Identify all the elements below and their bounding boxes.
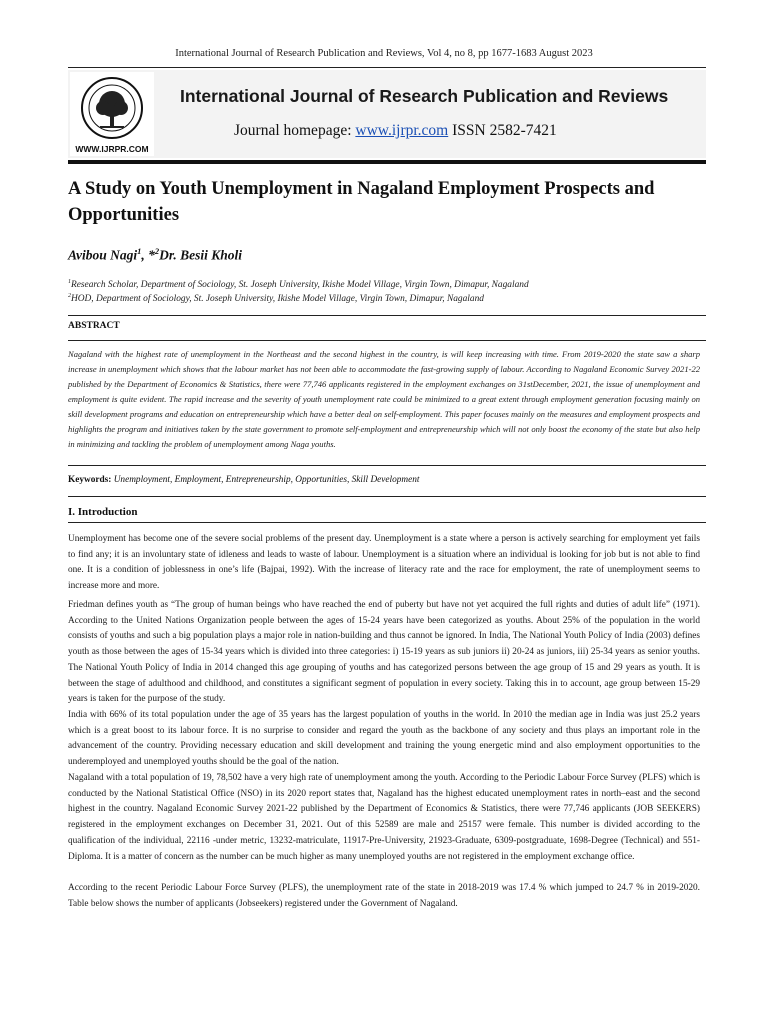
journal-homepage	[234, 122, 557, 140]
running-head: International Journal of Research Publication and Reviews, Vol 4, no 8, pp 1677-1683 August 2023	[175, 48, 593, 59]
intro-paragraph-3: India with 66% of its total population under the age of 35 years has the largest population of youths in the world. In 2010 the median age in India was just 25.2 years which is a great boost to its labour force. It is no surprise to consider and regard the youth as the backbone of any society and thus plays an important role in the advancement of the country. Providing necessary education and skill development and training the young energetic mind and also employment opportunities to the underemployed and unemployed youths should be the goal of the nation.	[68, 710, 700, 768]
header-rule	[68, 67, 706, 68]
keywords-text: Unemployment, Employment, Entrepreneurship, Opportunities, Skill Development	[113, 475, 420, 485]
abstract-heading-rule	[68, 340, 706, 341]
section-heading-introduction: I. Introduction	[68, 506, 138, 518]
author-line	[68, 246, 242, 264]
abstract-heading: ABSTRACT	[68, 321, 120, 331]
author-1-sup: 1	[137, 246, 142, 256]
paper-title: A Study on Youth Unemployment in Nagaland Employment Prospects and Opportunities	[68, 179, 655, 225]
affiliation-2	[68, 293, 484, 304]
abstract-top-rule	[68, 315, 706, 316]
affiliation-2-sup: 2	[68, 293, 71, 299]
author-1: Avibou Nagi	[68, 247, 138, 263]
intro-paragraph-1: Unemployment has become one of the severe social problems of the present day. Unemployment is a state where a person is actively searching for employment yet fails to find any; it is an involuntary state of idleness and leads to waste of labour. Unemployment is a situation where an individual is looking for job but is not able to find one. It is a condition of joblessness in one’s life (Bajpai, 1992). With the increase of literacy rate and the race for employment, the rate of unemployment seems to increase more and more.	[68, 534, 700, 592]
abstract-bottom-rule	[68, 465, 706, 466]
keywords-label: Keywords:	[68, 475, 112, 485]
intro-paragraph-4: Nagaland with a total population of 19, 78,502 have a very high rate of unemployment among the youth. According to the Periodic Labour Force Survey (PLFS) which is conducted by the National Statistical Office (NSO) in its 2020 report states that, Nagaland has the highest educated unemployment rates in north–east and the second highest in the country. Nagaland Economic Survey 2021-22 published by the Department of Economics & Statistics, there were 77,746 applicants (JOB SEEKERS) registered in the employment exchanges on December 31, 2021. Out of this 52589 are male and 25157 were female. This number is divided according to the qualification of the individual, 22116 -under metric, 13232-matriculate, 11917-Pre-University, 21923-Graduate, 6309-postgraduate, 1698-Degree (Technical) and 551-Diploma. It is a matter of concern as the number can be much higher as many unemployed youths are not registered in the employment exchange office.	[68, 773, 700, 862]
tree-logo-icon	[70, 72, 154, 156]
intro-paragraph-2: Friedman defines youth as “The group of human beings who have reached the end of puberty but have not yet acquired the full rights and duties of adult life” (1971). According to the United Nations Organization people between the ages of 15-24 years have been categorized as youths. About 25% of the population in the world consists of youths and such a big population plays a major role in nation-building and thus cannot be ignored. In India, The National Youth Policy of India (2003) defines youth as those between the ages of 15-34 years which is divided into three categories: i) 15-19 years as sub juniors ii) 20-24 as juniors, iii) 25-34 years as senior youths. The National Youth Policy of India in 2014 changed this age grouping of youths and has categorized persons between the age group of 15 and 29 years as youth. It is between the stage of adulthood and childhood, and constitutes a significant segment of population in every society. Taking this in to account, age group between 15-29 years is taken for the purpose of the study.	[68, 600, 700, 705]
homepage-link[interactable]: www.ijrpr.com	[355, 122, 449, 139]
intro-paragraph-5: According to the recent Periodic Labour Force Survey (PLFS), the unemployment rate of the state in 2018-2019 was 17.4 % which jumped to 24.7 % in 2019-2020. Table below shows the number of applicants (Jobseekers) registered under the Government of Nagaland.	[68, 883, 700, 909]
author-2: Dr. Besii Kholi	[159, 247, 243, 263]
affiliation-1-text: Research Scholar, Department of Sociology, St. Joseph University, Ikishe Model Village, Virgin Town, Dimapur, Nagaland	[71, 280, 529, 291]
journal-banner	[68, 70, 706, 158]
author-2-sup: 2	[154, 246, 160, 256]
affiliation-2-text: HOD, Department of Sociology, St. Joseph University, Ikishe Model Village, Virgin Town, Dimapur, Nagaland	[71, 294, 484, 305]
homepage-label: Journal homepage:	[234, 122, 352, 139]
author-separator: , *	[141, 247, 155, 263]
keywords-rule	[68, 496, 706, 497]
journal-name: International Journal of Research Publication and Reviews	[180, 86, 669, 106]
logo-label: WWW.IJRPR.COM	[75, 144, 149, 154]
section-rule	[68, 522, 706, 523]
issn: ISSN 2582-7421	[452, 122, 557, 139]
affiliation-1-sup: 1	[68, 279, 71, 285]
affiliation-1	[68, 279, 529, 290]
abstract-text: Nagaland with the highest rate of unemployment in the Northeast and the second highest in the country, is will keep increasing with time. From 2019-2020 the state saw a sharp increase in unemployment which shows that the labour market has not been able to accommodate the fast-growing supply of labour. According to Nagaland Economic Survey 2021-22 published by the Department of Economics & Statistics, there were 77,746 applicants registered in the employment exchanges on 31stDecember, 2021, the issue of unemployment and employment is quite evident. The rapid increase and the severity of youth unemployment rate could be minimized to a great extent through employment generation focusing mainly on skill development programs and education on entrepreneurship which have a better deal on self-employment. This paper focuses mainly on the measures and employment prospects and highlights the program and initiatives taken by the state government to promote self-employment and entrepreneurship which will not only boost the economy of the state but also help in minimizing and tackling the problem of unemployment among Naga youths.	[68, 349, 700, 449]
keywords	[68, 475, 420, 485]
journal-logo	[70, 72, 154, 156]
banner-rule	[68, 160, 706, 164]
